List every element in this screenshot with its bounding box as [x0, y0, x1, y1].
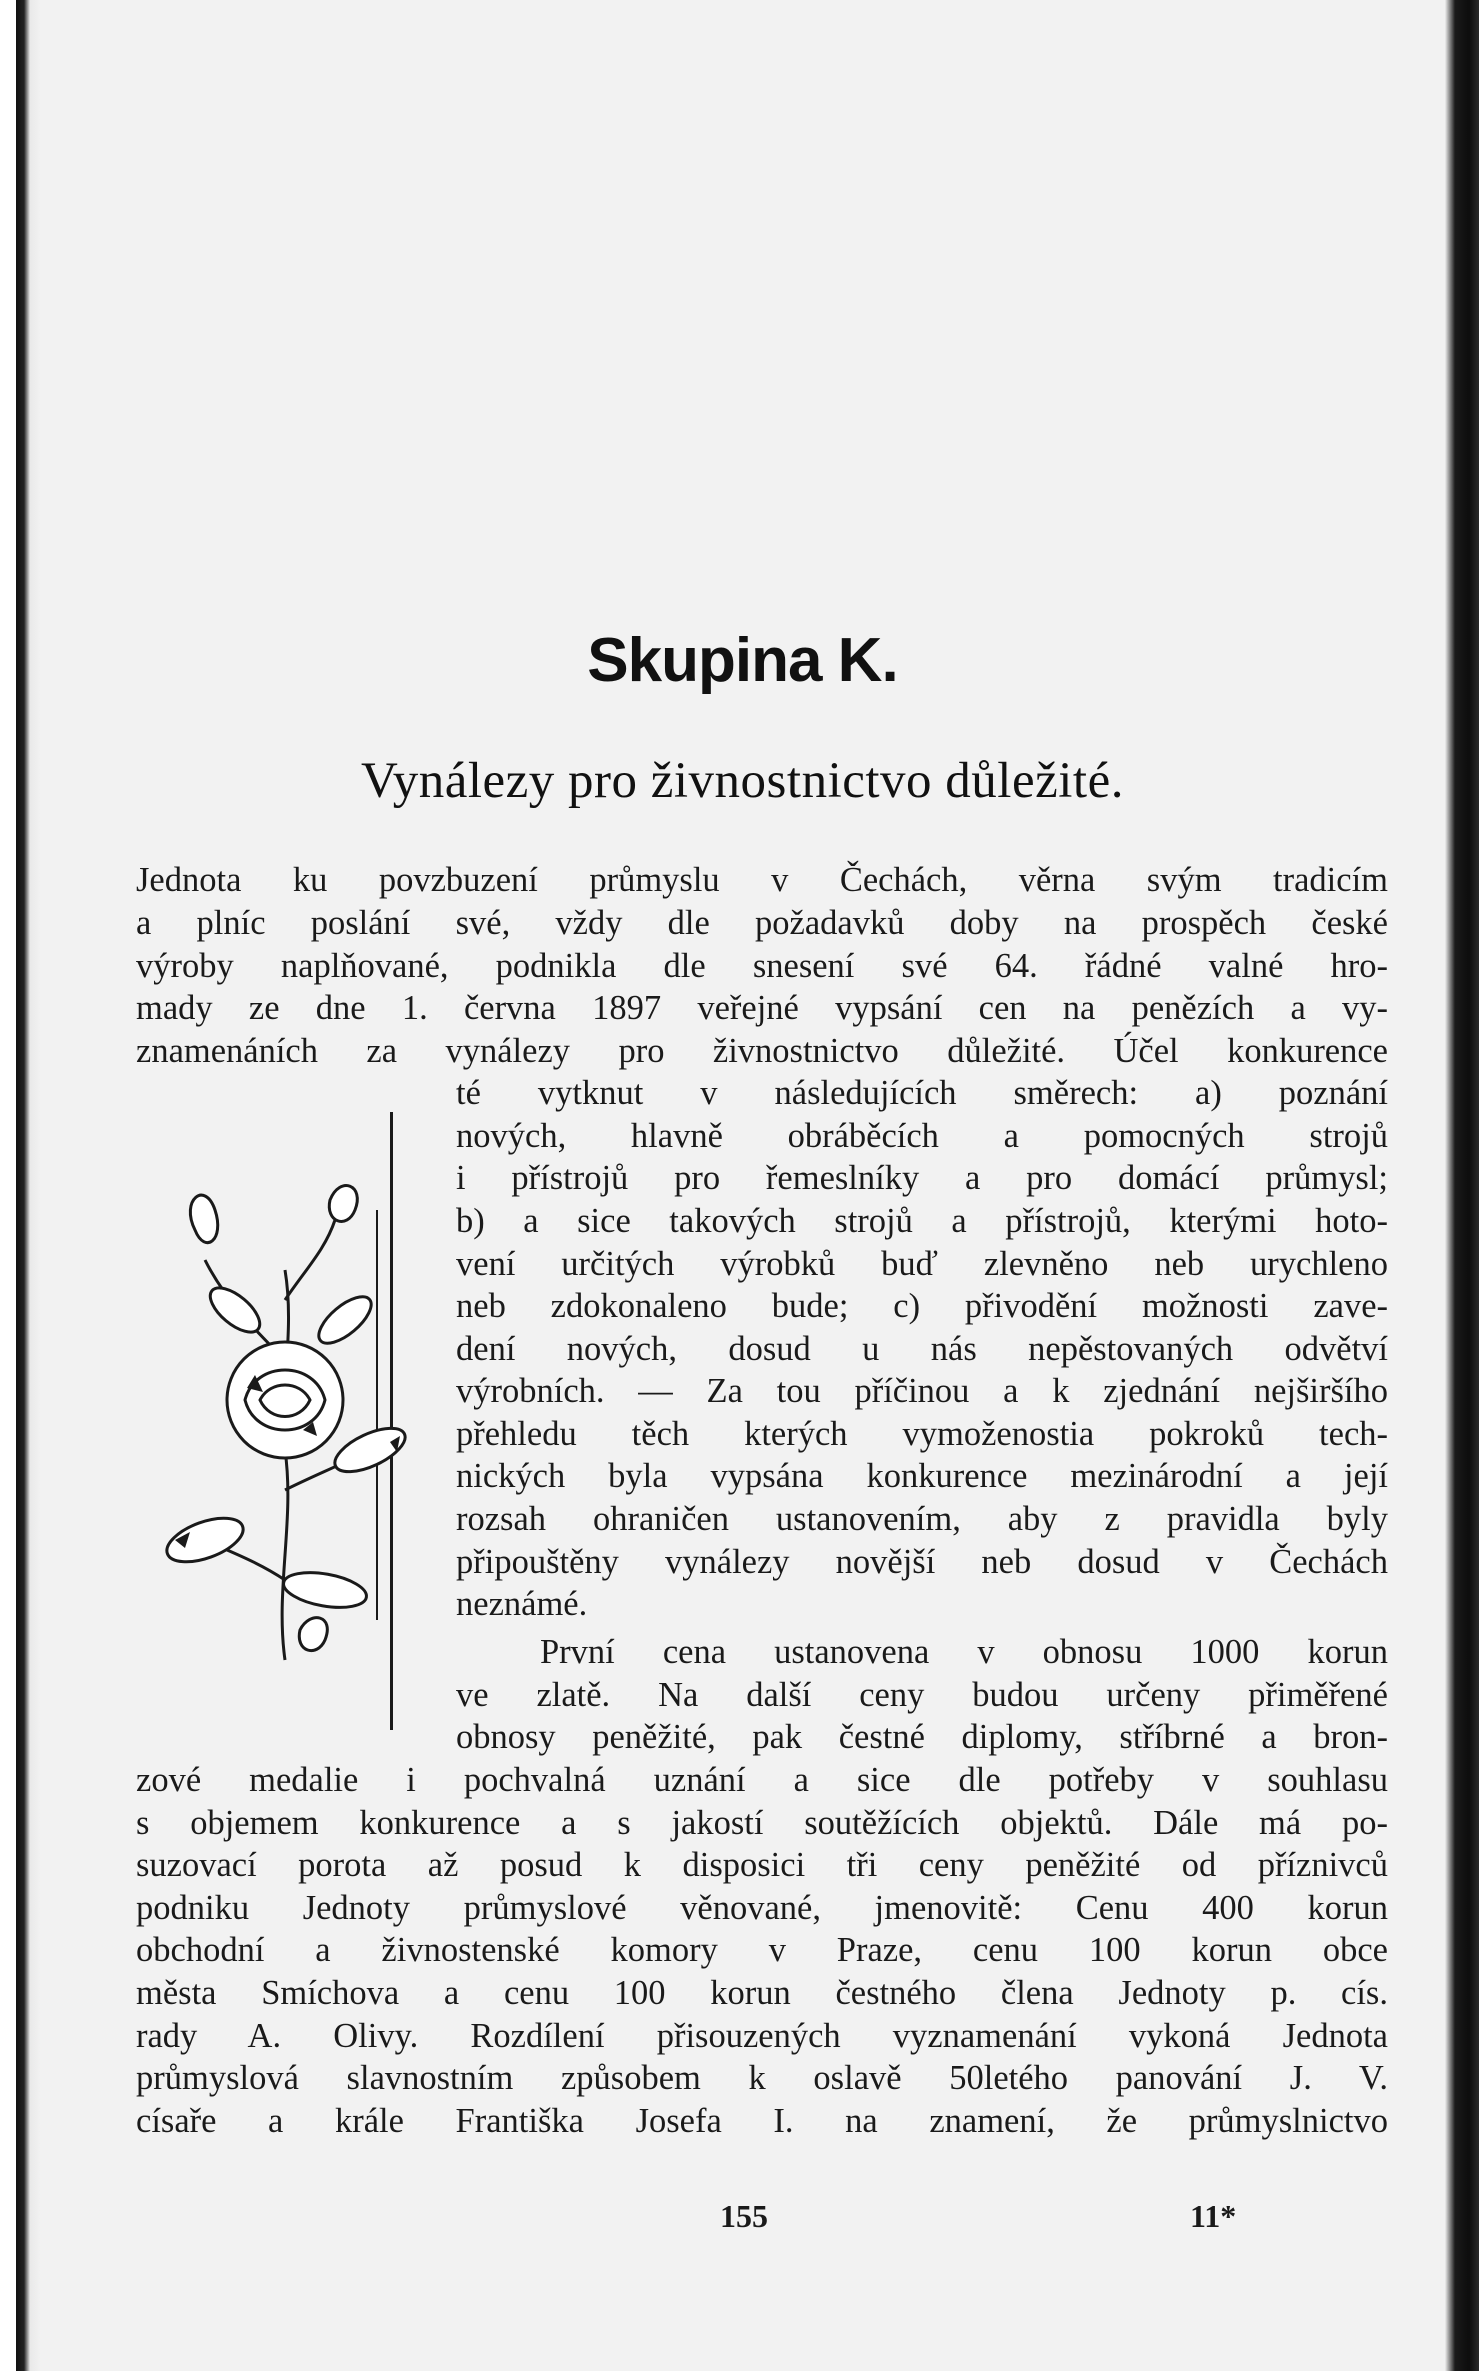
text-line: a plníc poslání své, vždy dle požadavků doby na prospěch české	[136, 904, 1388, 942]
text-line: neb zdokonaleno bude; c) přivodění možnosti zave-	[456, 1287, 1388, 1325]
page-number: 155	[720, 2198, 768, 2234]
rose-ornament-icon	[135, 1160, 425, 1680]
text-line: nových, hlavně obráběcích a pomocných strojů	[456, 1117, 1388, 1155]
text-line: obnosy peněžité, pak čestné diplomy, stříbrné a bron-	[456, 1718, 1388, 1756]
page-title: Skupina K.	[587, 626, 898, 695]
text-line: dení nových, dosud u nás nepěstovaných odvětví	[456, 1330, 1388, 1368]
text-line: připouštěny vynálezy novější neb dosud v Čechách	[456, 1543, 1388, 1581]
text-line: mady ze dne 1. června 1897 veřejné vypsání cen na penězích a vy-	[136, 989, 1388, 1027]
text-line: císaře a krále Františka Josefa I. na znamení, že průmyslnictvo	[136, 2102, 1388, 2140]
book-page	[40, 0, 1445, 2371]
text-line: Jednota ku povzbuzení průmyslu v Čechách, věrna svým tradicím	[136, 861, 1388, 899]
text-line: První cena ustanovena v obnosu 1000 korun	[540, 1633, 1388, 1671]
text-line: zové medalie i pochvalná uznání a sice dle potřeby v souhlasu	[136, 1761, 1388, 1799]
text-line: s objemem konkurence a s jakostí soutěžících objektů. Dále má po-	[136, 1804, 1388, 1842]
text-line: té vytknut v následujících směrech: a) poznání	[456, 1074, 1388, 1112]
text-line: ve zlatě. Na další ceny budou určeny přiměřené	[456, 1676, 1388, 1714]
text-line: průmyslová slavnostním způsobem k oslavě 50letého panování J. V.	[136, 2059, 1388, 2097]
text-line: města Smíchova a cenu 100 korun čestného člena Jednoty p. cís.	[136, 1974, 1388, 2012]
text-line: rozsah ohraničen ustanovením, aby z pravidla byly	[456, 1500, 1388, 1538]
text-line: podniku Jednoty průmyslové věnované, jmenovitě: Cenu 400 korun	[136, 1889, 1388, 1927]
text-line: výrobních. — Za tou příčinou a k zjednání nejširšího	[456, 1372, 1388, 1410]
text-line: přehledu těch kterých vymoženostia pokroků tech-	[456, 1415, 1388, 1453]
page-subtitle: Vynálezy pro živnostnictvo důležité.	[361, 753, 1124, 809]
signature-mark: 11*	[1190, 2198, 1237, 2234]
text-line: suzovací porota až posud k disposici tři ceny peněžité od příznivců	[136, 1846, 1388, 1884]
text-line: i přístrojů pro řemeslníky a pro domácí průmysl;	[456, 1159, 1388, 1197]
text-line: výroby naplňované, podnikla dle snesení své 64. řádné valné hro-	[136, 947, 1388, 985]
text-line: b) a sice takových strojů a přístrojů, kterými hoto-	[456, 1202, 1388, 1240]
left-binding-edge	[0, 0, 40, 2371]
text-line: znamenáních za vynálezy pro živnostnictvo důležité. Účel konkurence	[136, 1032, 1388, 1070]
text-line: vení určitých výrobků buď zlevněno neb urychleno	[456, 1245, 1388, 1283]
right-binding-edge	[1445, 0, 1479, 2371]
text-line: rady A. Olivy. Rozdílení přisouzených vyznamenání vykoná Jednota	[136, 2017, 1388, 2055]
text-line: obchodní a živnostenské komory v Praze, cenu 100 korun obce	[136, 1931, 1388, 1969]
text-line: nických byla vypsána konkurence mezinárodní a její	[456, 1457, 1388, 1495]
text-line: neznámé.	[456, 1585, 588, 1623]
